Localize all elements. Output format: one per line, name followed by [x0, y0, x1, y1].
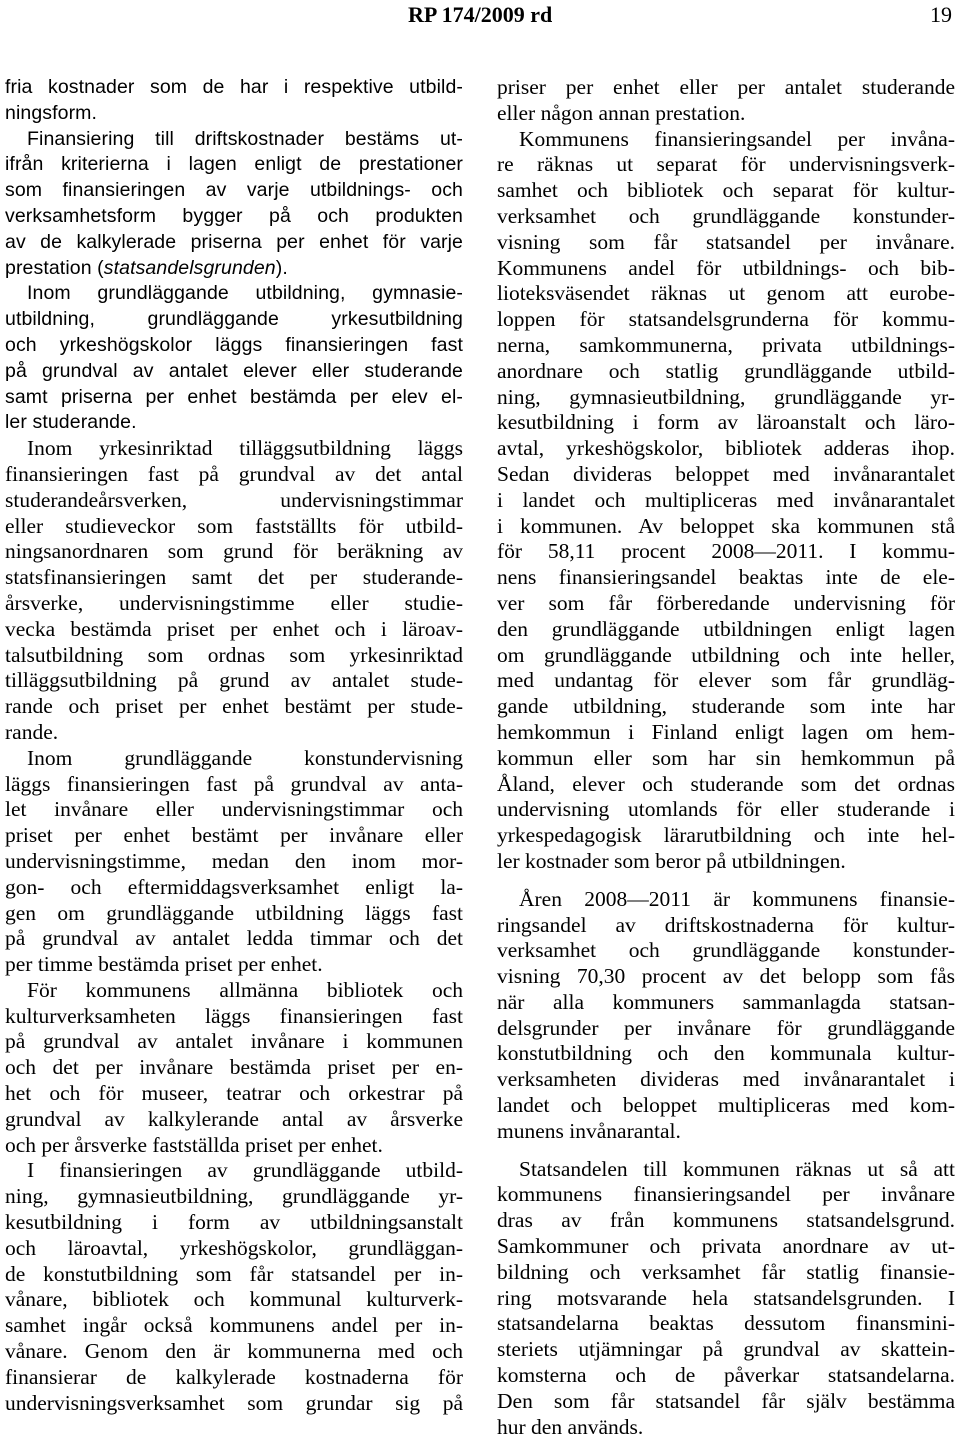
text-line: samhet och bibliotek och separat för kultur-	[497, 178, 955, 203]
text-line: delsgrunder per invånare för grundläggande	[497, 1015, 955, 1040]
right-column	[497, 75, 955, 1440]
text-line: ning, gymnasieutbildning, grundläggande yr-	[5, 1184, 463, 1209]
text-line: landet och beloppet multipliceras med kom-	[497, 1093, 955, 1118]
text-line: verksamhet och grundläggande konstunder-	[497, 938, 955, 963]
text-line: finansieringen fast på grundval av det antal	[5, 461, 463, 486]
text-line: i landet och multipliceras med invånarantalet	[497, 487, 955, 512]
text-line: den grundläggande utbildningen enligt lagen	[497, 616, 955, 641]
text-line: yrkespedagogisk lärarutbildning och inte hel-	[497, 823, 955, 848]
text-line: kommunens finansieringsandel per invånare	[497, 1182, 955, 1207]
text-line: avtal, yrkeshögskolor, bibliotek adderas ihop.	[497, 436, 955, 461]
text-line: ningsanordnaren som grund för beräkning av	[5, 539, 463, 564]
text-line: och per årsverke fastställda priset per enhet.	[5, 1132, 383, 1157]
text-line: priset per enhet bestämt per invånare eller	[5, 823, 463, 848]
text-line: rande.	[5, 719, 59, 744]
text-line: Finansiering till driftskostnader bestäms ut-	[27, 127, 463, 150]
text-line: Inom grundläggande utbildning, gymnasie-	[27, 282, 463, 305]
text-line: undervisningsverksamhet som grundar sig på	[5, 1390, 463, 1415]
text-line: ring motsvarande hela statsandelsgrunden. I	[497, 1285, 955, 1310]
text-line: och läroavtal, yrkeshögskolor, grundläggan-	[5, 1235, 463, 1260]
text-line: om grundläggande utbildning och inte heller,	[497, 642, 955, 667]
text-line: samhet ingår också kommunens andel per in-	[5, 1313, 463, 1338]
text-line: priser per enhet eller per antalet studerande	[497, 75, 955, 99]
text-line: finansierar de kalkylerade kostnaderna för	[5, 1364, 463, 1389]
text-line: Inom yrkesinriktad tilläggsutbildning läggs	[27, 436, 463, 461]
text-line: steriets utjämningar på grundval av skattein-	[497, 1337, 955, 1362]
text-line: av de kalkylerade priserna per enhet för varje	[5, 230, 463, 253]
text-line: prestation (statsandelsgrunden).	[5, 256, 288, 279]
text-line: undervisningstimme, medan den inom mor-	[5, 848, 463, 873]
text-line: gon- och eftermiddagsverksamhet enligt la-	[5, 874, 463, 899]
text-line: för 58,11 procent 2008—2011. I kommu-	[497, 539, 955, 564]
text-line: verksamhet och grundläggande konstunder-	[497, 203, 955, 228]
text-line: nerna, samkommunerna, privata utbildnings-	[497, 332, 955, 357]
text-line: bildning och verksamhet får statlig finansie-	[497, 1259, 955, 1284]
text-line: vånare, bibliotek och kommunal kulturverk-	[5, 1287, 463, 1312]
text-line: fria kostnader som de har i respektive utbild-	[5, 76, 463, 98]
text-line: eller studieveckor som fastställts för utbild-	[5, 513, 463, 538]
text-line: årsverke, undervisningstimme eller studie-	[5, 590, 463, 615]
text-line: komsterna och de påverkar statsandelarna.	[497, 1363, 955, 1388]
text-line: talsutbildning som ordnas som yrkesinriktad	[5, 642, 463, 667]
text-line: läggs finansieringen fast på grundval av anta-	[5, 771, 463, 796]
text-line: hur den används.	[497, 1414, 644, 1439]
text-line: Åland, elever och studerande som det ordnas	[497, 771, 955, 796]
text-line: de konstutbildning som får statsandel per in-	[5, 1261, 463, 1286]
text-line: statsandelarna beaktas dessutom finansmini-	[497, 1311, 955, 1336]
text-line: eller någon annan prestation.	[497, 100, 746, 125]
text-line: konstutbildning och den kommunala kultur-	[497, 1041, 955, 1066]
text-line: munens invånarantal.	[497, 1118, 681, 1143]
text-line: gen om grundläggande utbildning läggs fast	[5, 900, 463, 925]
text-line: visning som får statsandel per invånare.	[497, 229, 955, 254]
text-line: ifrån kriterierna i lagen enligt de prestationer	[5, 153, 463, 176]
text-line: Inom grundläggande konstundervisning	[27, 745, 463, 770]
text-line: ning, gymnasieutbildning, grundläggande yr-	[497, 384, 955, 409]
text-line: utbildning, grundläggande yrkesutbildning	[5, 308, 463, 331]
text-line: kesutbildning i form av läroanstalt och läro-	[497, 410, 955, 435]
text-line: nens finansieringsandel beaktas inte de ele-	[497, 565, 955, 590]
text-line: på grundval av antalet ledda timmar och det	[5, 926, 463, 951]
text-line: som finansieringen av varje utbildnings- och	[5, 179, 463, 202]
text-line: när alla kommuners sammanlagda statsan-	[497, 989, 955, 1014]
text-line: anordnare och statlig grundläggande utbild-	[497, 358, 955, 383]
text-line: vånare. Genom den är kommunerna med och	[5, 1339, 463, 1364]
text-line: i kommunen. Av beloppet ska kommunen stå	[497, 513, 955, 538]
text-line: statsfinansieringen samt det per studerande-	[5, 565, 463, 590]
text-line: ningsform.	[5, 101, 98, 124]
text-line: Statsandelen till kommunen räknas ut så att	[519, 1156, 955, 1181]
text-line: ver som får förberedande undervisning för	[497, 590, 955, 615]
text-line: Kommunens andel för utbildnings- och bib-	[497, 255, 955, 280]
text-line: kesutbildning i form av utbildningsanstalt	[5, 1210, 463, 1235]
text-line: het och för museer, teatrar och orkestrar på	[5, 1081, 463, 1106]
text-line: med undantag för elever som får grundläg-	[497, 668, 955, 693]
text-line: grundval av kalkylerande antal av årsverke	[5, 1106, 463, 1131]
text-line: kommun eller som har sin hemkommun på	[497, 745, 955, 770]
text-line: Kommunens finansieringsandel per invåna-	[519, 126, 955, 151]
text-line: kulturverksamheten läggs finansieringen fast	[5, 1003, 463, 1028]
text-line: Samkommuner och privata anordnare av ut-	[497, 1234, 955, 1259]
text-line: gande utbildning, studerande som inte har	[497, 694, 955, 719]
text-line: verksamhetsform bygger på och produkten	[5, 204, 463, 227]
text-line: För kommunens allmänna bibliotek och	[27, 977, 463, 1002]
text-line: på grundval av antalet invånare i kommunen	[5, 1029, 463, 1054]
text-line: rande och priset per enhet bestämt per stude-	[5, 694, 463, 719]
text-line: ler studerande.	[5, 411, 137, 434]
text-line: undervisning utomlands för eller studerande i	[497, 797, 955, 822]
text-line: visning 70,30 procent av det belopp som fås	[497, 964, 955, 989]
text-line: hemkommun i Finland enligt lagen om hem-	[497, 719, 955, 744]
text-line: dras av från kommunens statsandelsgrund.	[497, 1208, 955, 1233]
text-line: Åren 2008—2011 är kommunens finansie-	[519, 886, 955, 911]
text-line: studerandeårsverken, undervisningstimmar	[5, 487, 463, 512]
text-line: verksamheten divideras med invånarantalet i	[497, 1067, 955, 1092]
left-column	[5, 75, 463, 1416]
text-line: och det per invånare bestämda priset per en-	[5, 1055, 463, 1080]
text-line: let invånare eller undervisningstimmar och	[5, 797, 463, 822]
text-line: per timme bestämda priset per enhet.	[5, 952, 323, 977]
text-line: tilläggsutbildning på grund av antalet stude-	[5, 668, 463, 693]
text-line: lioteksväsendet räknas ut genom att eurobe-	[497, 281, 955, 306]
page-number: 19	[930, 2, 952, 27]
text-line: vecka bestämda priset per enhet och i läroav-	[5, 616, 463, 641]
text-line: Sedan divideras beloppet med invånarantalet	[497, 461, 955, 486]
text-line: Den som får statsandel får själv bestämma	[497, 1388, 955, 1413]
text-line: re räknas ut separat för undervisningsverk-	[497, 152, 955, 177]
text-line: ler kostnader som beror på utbildningen.	[497, 848, 846, 873]
text-line: ringsandel av driftskostnaderna för kultur-	[497, 912, 955, 937]
text-line: och yrkeshögskolor läggs finansieringen fast	[5, 333, 463, 356]
text-line: på grundval av antalet elever eller studerande	[5, 359, 463, 382]
document-id: RP 174/2009 rd	[408, 2, 553, 27]
text-line: loppen för statsandelsgrunderna för kommu-	[497, 307, 955, 332]
text-line: samt priserna per enhet bestämda per elev el-	[5, 385, 463, 408]
text-line: I finansieringen av grundläggande utbild-	[27, 1158, 463, 1183]
page-header	[0, 0, 960, 34]
